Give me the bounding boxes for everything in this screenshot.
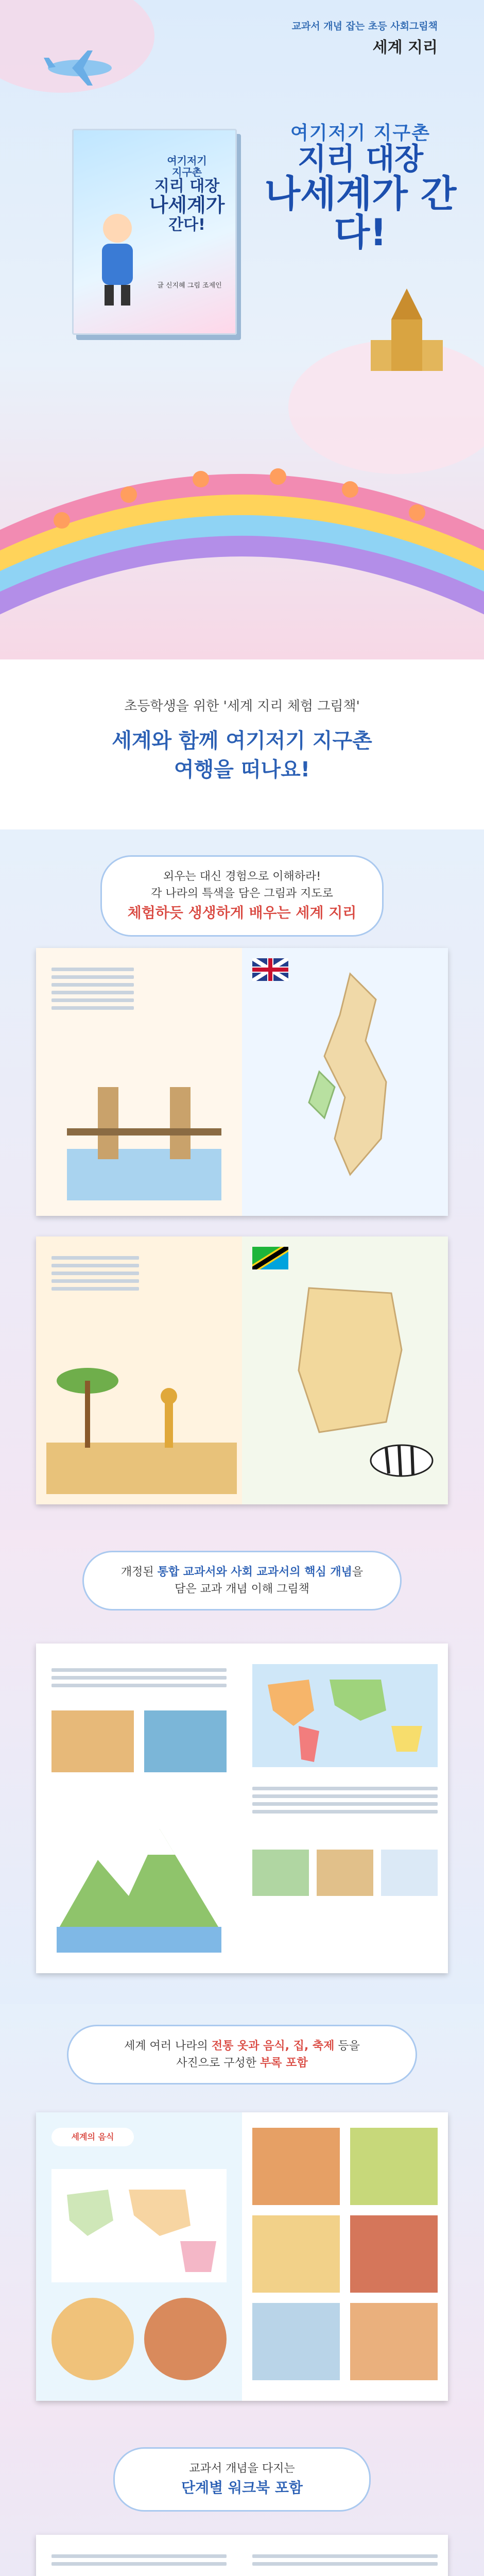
feature-bubble	[82, 1551, 402, 1611]
spread-right-page	[242, 1236, 448, 1504]
cover-line: 나세계가	[149, 194, 225, 216]
food-photo	[51, 2298, 134, 2380]
climate-photo	[381, 1850, 438, 1896]
cover-title	[146, 155, 228, 233]
feature-text-part: 사진으로 구성한	[176, 2057, 261, 2070]
hero-title	[257, 123, 463, 255]
cover-line: 지구촌	[172, 166, 202, 178]
book-spread-geography	[36, 1643, 448, 1973]
feature-text: 교과서 개념을 다지는	[189, 2462, 295, 2475]
book-cover	[72, 129, 237, 335]
food-photo	[252, 2128, 340, 2205]
hero-title-line: 지리 대장	[297, 141, 424, 176]
spread-left-page	[36, 2535, 242, 2576]
feature-text: 외우는 대신 경험으로 이해하라!	[163, 870, 321, 883]
series-banner	[292, 19, 438, 57]
series-tag: 교과서 개념 잡는 초등 사회그림책	[291, 21, 438, 32]
text-placeholder	[51, 2550, 227, 2570]
feature-text	[79, 2038, 405, 2055]
feature-text-part: 등을	[334, 2040, 360, 2053]
explorer-character-icon	[84, 208, 151, 311]
feature-text-part: 세계 여러 나라의	[124, 2040, 212, 2053]
landmark-illustration-icon	[360, 289, 453, 376]
climate-photo	[252, 1850, 309, 1896]
intro-headline	[0, 726, 484, 784]
feature-highlight: 전통 옷과 음식, 집, 축제	[211, 2040, 335, 2053]
feature-bubble	[67, 2025, 417, 2084]
desert-photo	[51, 1710, 134, 1772]
feature-bubble	[100, 855, 384, 937]
feature-highlight: 단계별 워크북 포함	[181, 2479, 303, 2496]
bridge-illustration-icon	[67, 1066, 221, 1200]
book-spread-africa	[36, 1236, 448, 1504]
book-spread-appendix	[36, 2112, 448, 2401]
intro-section	[0, 659, 484, 829]
savanna-illustration-icon	[46, 1340, 237, 1494]
climate-photo	[317, 1850, 373, 1896]
spread-left-page	[36, 2112, 242, 2401]
feature-curriculum-section	[0, 1530, 484, 2004]
food-photo	[252, 2303, 340, 2380]
tanzania-map-icon	[288, 1278, 412, 1443]
tanzania-flag-icon	[252, 1247, 288, 1269]
text-placeholder	[51, 1664, 227, 1691]
feature-bubble	[113, 2447, 371, 2512]
spread-right-page	[242, 2535, 448, 2576]
world-map-icon	[252, 1664, 438, 1767]
sea-photo	[144, 1710, 227, 1772]
uk-flag-icon	[252, 958, 288, 981]
feature-text	[94, 1564, 390, 1581]
appendix-box-title: 세계의 음식	[51, 2128, 134, 2146]
food-photo	[350, 2128, 438, 2205]
spread-right-page	[242, 1643, 448, 1973]
feature-text: 각 나라의 특색을 담은 그림과 지도로	[151, 887, 333, 900]
spread-right-page	[242, 2112, 448, 2401]
airplane-icon	[41, 46, 118, 88]
food-photo	[350, 2215, 438, 2293]
text-placeholder	[51, 1252, 139, 1295]
world-food-map-icon	[51, 2169, 227, 2282]
uk-map-icon	[304, 969, 407, 1185]
hero-title-line: 여기저기 지구촌	[290, 123, 430, 144]
rainbow-illustration-icon	[0, 392, 484, 659]
spread-right-page	[242, 948, 448, 1216]
book-spread-uk	[36, 948, 448, 1216]
cover-line: 지리 대장	[154, 177, 220, 195]
feature-text-part: 을	[352, 1566, 364, 1579]
text-placeholder	[252, 1783, 438, 1818]
terrain-illustration-icon	[57, 1798, 221, 1953]
cover-line: 여기저기	[167, 155, 207, 167]
feature-workbook-section	[0, 2427, 484, 2576]
feature-appendix-section	[0, 2004, 484, 2427]
feature-text-part: 개정된	[120, 1566, 158, 1579]
intro-headline-line: 세계와 함께 여기저기 지구촌	[112, 729, 372, 753]
series-subject: 세계 지리	[372, 39, 438, 57]
book-spread-workbook	[36, 2535, 448, 2576]
cover-line: 간다!	[168, 215, 205, 234]
food-photo	[350, 2303, 438, 2380]
intro-subtitle: 초등학생을 위한 '세계 지리 체험 그림책'	[124, 699, 360, 714]
feature-text	[79, 2055, 405, 2072]
feature-experience-section	[0, 829, 484, 1530]
cover-credits: 글 신지혜 그림 조제인	[157, 282, 222, 290]
food-photo	[144, 2298, 227, 2380]
text-placeholder	[51, 963, 134, 1014]
spread-left-page	[36, 1643, 242, 1973]
feature-highlight: 통합 교과서와 사회 교과서의 핵심 개념	[157, 1566, 352, 1579]
food-photo	[252, 2215, 340, 2293]
hero-section	[0, 0, 484, 659]
spread-left-page	[36, 1236, 242, 1504]
feature-highlight: 체험하듯 생생하게 배우는 세계 지리	[127, 904, 357, 921]
spread-left-page	[36, 948, 242, 1216]
feature-text: 담은 교과 개념 이해 그림책	[175, 1583, 309, 1596]
hero-title-line: 나세계가 간다!	[264, 172, 457, 255]
zebra-illustration-icon	[360, 1432, 443, 1489]
intro-headline-line: 여행을 떠나요!	[174, 758, 310, 782]
text-placeholder	[252, 2550, 438, 2570]
feature-highlight: 부록 포함	[260, 2057, 308, 2070]
